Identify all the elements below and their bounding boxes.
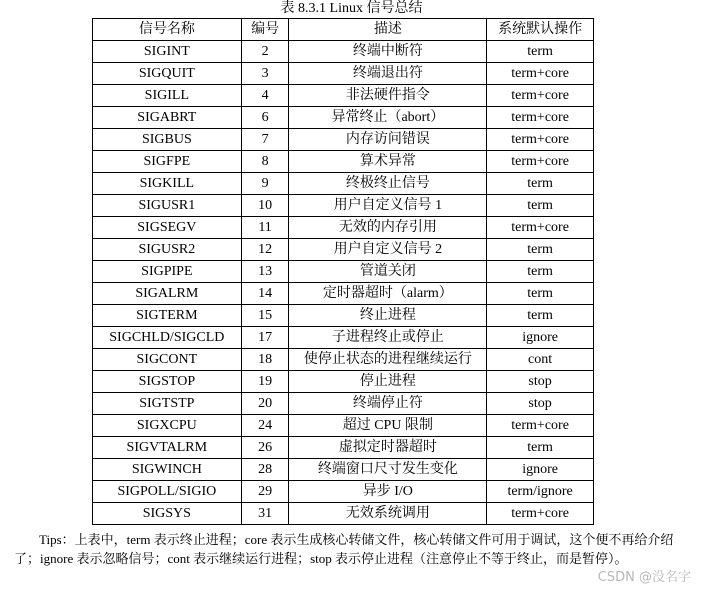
signal-number-cell: 8 <box>241 151 289 173</box>
default-action-cell: ignore <box>487 459 594 481</box>
default-action-cell: term <box>487 305 594 327</box>
default-action-cell: term+core <box>487 129 594 151</box>
default-action-cell: term <box>487 41 594 63</box>
signal-name-cell: SIGUSR2 <box>93 239 242 261</box>
table-body <box>93 41 594 525</box>
signal-description-cell: 无效系统调用 <box>289 503 487 525</box>
table-row <box>93 41 594 63</box>
default-action-cell: term <box>487 261 594 283</box>
signal-number-cell: 6 <box>241 107 289 129</box>
signal-name-cell: SIGSTOP <box>93 371 242 393</box>
signal-description-cell: 用户自定义信号 2 <box>289 239 487 261</box>
signal-name-cell: SIGTSTP <box>93 393 242 415</box>
header-description: 描述 <box>289 19 487 41</box>
signal-number-cell: 11 <box>241 217 289 239</box>
signal-name-cell: SIGWINCH <box>93 459 242 481</box>
default-action-cell: term <box>487 173 594 195</box>
signal-description-cell: 定时器超时（alarm） <box>289 283 487 305</box>
signal-number-cell: 7 <box>241 129 289 151</box>
default-action-cell: term <box>487 239 594 261</box>
default-action-cell: term/ignore <box>487 481 594 503</box>
signal-name-cell: SIGALRM <box>93 283 242 305</box>
table-row <box>93 503 594 525</box>
signal-number-cell: 29 <box>241 481 289 503</box>
signal-description-cell: 异常终止（abort） <box>289 107 487 129</box>
signal-number-cell: 14 <box>241 283 289 305</box>
signal-name-cell: SIGVTALRM <box>93 437 242 459</box>
signal-name-cell: SIGBUS <box>93 129 242 151</box>
default-action-cell: term+core <box>487 63 594 85</box>
table-caption: 表 8.3.1 Linux 信号总结 <box>280 1 423 16</box>
signal-description-cell: 终端中断符 <box>289 41 487 63</box>
signal-description-cell: 管道关闭 <box>289 261 487 283</box>
signal-number-cell: 3 <box>241 63 289 85</box>
signal-description-cell: 用户自定义信号 1 <box>289 195 487 217</box>
signal-number-cell: 31 <box>241 503 289 525</box>
default-action-cell: ignore <box>487 327 594 349</box>
signal-name-cell: SIGSYS <box>93 503 242 525</box>
signal-number-cell: 4 <box>241 85 289 107</box>
signal-name-cell: SIGSEGV <box>93 217 242 239</box>
signal-name-cell: SIGCHLD/SIGCLD <box>93 327 242 349</box>
signal-description-cell: 子进程终止或停止 <box>289 327 487 349</box>
signal-description-cell: 无效的内存引用 <box>289 217 487 239</box>
signal-description-cell: 停止进程 <box>289 371 487 393</box>
signal-name-cell: SIGPOLL/SIGIO <box>93 481 242 503</box>
default-action-cell: term+core <box>487 107 594 129</box>
table-row <box>93 107 594 129</box>
default-action-cell: cont <box>487 349 594 371</box>
default-action-cell: stop <box>487 393 594 415</box>
signal-number-cell: 10 <box>241 195 289 217</box>
table-row <box>93 283 594 305</box>
table-row <box>93 305 594 327</box>
signal-table <box>92 18 594 525</box>
signal-description-cell: 使停止状态的进程继续运行 <box>289 349 487 371</box>
table-row <box>93 173 594 195</box>
signal-name-cell: SIGTERM <box>93 305 242 327</box>
signal-description-cell: 终止进程 <box>289 305 487 327</box>
signal-description-cell: 终端退出符 <box>289 63 487 85</box>
signal-number-cell: 20 <box>241 393 289 415</box>
table-row <box>93 63 594 85</box>
table-row <box>93 239 594 261</box>
signal-description-cell: 内存访问错误 <box>289 129 487 151</box>
default-action-cell: stop <box>487 371 594 393</box>
table-row <box>93 217 594 239</box>
signal-name-cell: SIGILL <box>93 85 242 107</box>
signal-name-cell: SIGUSR1 <box>93 195 242 217</box>
signal-number-cell: 18 <box>241 349 289 371</box>
table-row <box>93 129 594 151</box>
default-action-cell: term <box>487 437 594 459</box>
csdn-watermark: CSDN @没名字 <box>597 570 691 585</box>
default-action-cell: term+core <box>487 85 594 107</box>
signal-number-cell: 12 <box>241 239 289 261</box>
signal-number-cell: 24 <box>241 415 289 437</box>
table-row <box>93 327 594 349</box>
signal-number-cell: 2 <box>241 41 289 63</box>
default-action-cell: term <box>487 195 594 217</box>
signal-number-cell: 9 <box>241 173 289 195</box>
header-default-action: 系统默认操作 <box>487 19 594 41</box>
table-row <box>93 151 594 173</box>
default-action-cell: term+core <box>487 415 594 437</box>
table-row <box>93 85 594 107</box>
signal-description-cell: 异步 I/O <box>289 481 487 503</box>
signal-number-cell: 26 <box>241 437 289 459</box>
table-row <box>93 415 594 437</box>
signal-description-cell: 虚拟定时器超时 <box>289 437 487 459</box>
table-row <box>93 195 594 217</box>
signal-description-cell: 终极终止信号 <box>289 173 487 195</box>
signal-description-cell: 终端停止符 <box>289 393 487 415</box>
default-action-cell: term+core <box>487 151 594 173</box>
tips-paragraph <box>14 530 690 568</box>
table-header-row <box>93 19 594 41</box>
signal-name-cell: SIGKILL <box>93 173 242 195</box>
default-action-cell: term+core <box>487 217 594 239</box>
signal-name-cell: SIGCONT <box>93 349 242 371</box>
table-row <box>93 481 594 503</box>
signal-description-cell: 超过 CPU 限制 <box>289 415 487 437</box>
signal-name-cell: SIGPIPE <box>93 261 242 283</box>
signal-description-cell: 终端窗口尺寸发生变化 <box>289 459 487 481</box>
signal-number-cell: 28 <box>241 459 289 481</box>
tips-text: Tips：上表中，term 表示终止进程；core 表示生成核心转储文件，核心转储文件可用于调试，这个便不再给介绍了；ignore 表示忽略信号；cont 表示继续运行进程；stop 表示停止进程（注意停止不等于终止，而是暂停）。 <box>14 532 674 566</box>
default-action-cell: term <box>487 283 594 305</box>
table-row <box>93 261 594 283</box>
signal-description-cell: 非法硬件指令 <box>289 85 487 107</box>
signal-name-cell: SIGFPE <box>93 151 242 173</box>
header-number: 编号 <box>241 19 289 41</box>
signal-number-cell: 15 <box>241 305 289 327</box>
table-row <box>93 371 594 393</box>
signal-name-cell: SIGQUIT <box>93 63 242 85</box>
table-row <box>93 393 594 415</box>
signal-description-cell: 算术异常 <box>289 151 487 173</box>
signal-number-cell: 13 <box>241 261 289 283</box>
table-row <box>93 349 594 371</box>
table-row <box>93 459 594 481</box>
header-signal-name: 信号名称 <box>93 19 242 41</box>
default-action-cell: term+core <box>487 503 594 525</box>
signal-number-cell: 19 <box>241 371 289 393</box>
signal-number-cell: 17 <box>241 327 289 349</box>
table-row <box>93 437 594 459</box>
signal-name-cell: SIGXCPU <box>93 415 242 437</box>
signal-name-cell: SIGINT <box>93 41 242 63</box>
signal-name-cell: SIGABRT <box>93 107 242 129</box>
